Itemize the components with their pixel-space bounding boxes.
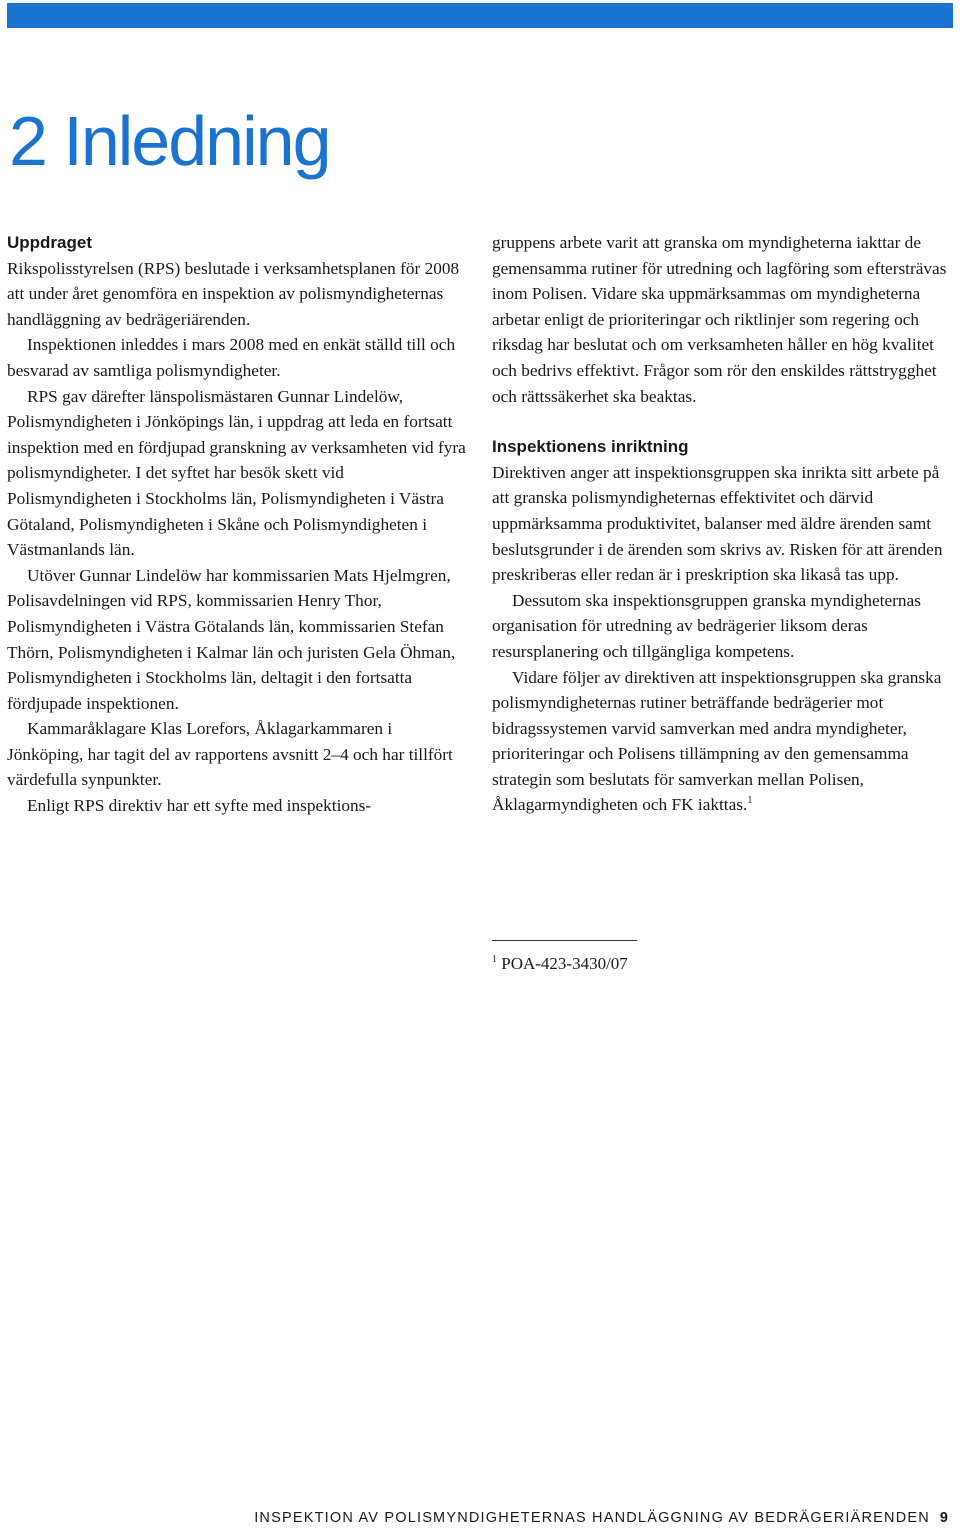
paragraph-text: Vidare följer av direktiven att inspektionsgruppen ska granska polismyndigheternas rutiner beträffande bedrägerier mot bidragssystemen varvid samverkan med andra myndigheter, prioriteringar och Polisens tillämpning av den gemensamma strategin som beslutats för samverkan mellan Polisen, Åklagarmyndigheten och FK iakttas.	[492, 667, 942, 815]
footnote-marker: 1	[492, 954, 497, 965]
section-heading-inriktning: Inspektionens inriktning	[492, 437, 689, 457]
paragraph: Direktiven anger att inspektionsgruppen ska inrikta sitt arbete på att granska polismyndigheternas effektivitet och därvid uppmärksamma produktivitet, balanser med äldre ärenden samt beslutsgrunder i de ärenden som skrivs av. Risken för att ärenden preskriberas eller redan är i preskription ska likaså tas upp.	[492, 462, 943, 585]
section-heading-uppdraget: Uppdraget	[7, 233, 92, 252]
paragraph: Kammaråklagare Klas Lorefors, Åklagarkammaren i Jönköping, har tagit del av rapportens avsnitt 2–4 och har tillfört värdefulla synpunkter.	[7, 719, 453, 790]
paragraph: Inspektionen inleddes i mars 2008 med en enkät ställd till och besvarad av samtliga polismyndigheter.	[7, 335, 456, 380]
right-column	[492, 230, 947, 818]
left-column	[7, 230, 467, 819]
paragraph: Utöver Gunnar Lindelöw har kommissarien Mats Hjelmgren, Polisavdelningen vid RPS, kommissarien Henry Thor, Polismyndigheten i Västra Götalands län, kommissarien Stefan Thörn, Polismyndigheten i Kalmar län och juristen Gela Öhman, Polismyndigheten i Stockholms län, deltagit i den fortsatta fördjupade inspektionen.	[7, 565, 456, 713]
paragraph: Dessutom ska inspektionsgruppen granska myndigheternas organisation för utredning av bedrägerier liksom deras resursplanering och tillgängliga kompetens.	[492, 590, 921, 661]
paragraph: Rikspolisstyrelsen (RPS) beslutade i verksamhetsplanen för 2008 att under året genomföra en inspektion av polismyndigheternas handläggning av bedrägeriärenden.	[7, 258, 460, 329]
footnote-reference[interactable]: 1	[747, 795, 753, 807]
footnote-separator	[492, 940, 637, 941]
footnote	[492, 952, 628, 976]
paragraph: Enligt RPS direktiv har ett syfte med inspektions-	[27, 796, 372, 816]
paragraph-continuation: gruppens arbete varit att granska om myndigheterna iakttar de gemensamma rutiner för utredning och lagföring som eftersträvas inom Polisen. Vidare ska uppmärksammas om myndigheterna arbetar enligt de prioriteringar och riktlinjer som regering och riksdag har beslutat och om verksamheten håller en hög kvalitet och bedrivs effektivt. Frågor som rör den enskildes rättstrygghet och rättssäkerhet ska beaktas.	[492, 233, 947, 406]
paragraph: RPS gav därefter länspolismästaren Gunnar Lindelöw, Polismyndigheten i Jönköpings län, i uppdrag att leda en fortsatt inspektion med en fördjupad granskning av verksamheten vid fyra polismyndigheter. I det syftet har besök skett vid Polismyndigheten i Stockholms län, Polismyndigheten i Västra Götaland, Polismyndigheten i Skåne och Polismyndigheten i Västmanlands län.	[7, 386, 466, 560]
paragraph	[492, 665, 947, 819]
header-color-bar	[7, 3, 953, 28]
chapter-title: 2 Inledning	[9, 102, 330, 180]
footnote-text: POA-423-3430/07	[501, 954, 628, 973]
running-footer	[254, 1510, 948, 1526]
running-title: INSPEKTION AV POLISMYNDIGHETERNAS HANDLÄGGNING AV BEDRÄGERIÄRENDEN	[254, 1510, 930, 1526]
page-number: 9	[939, 1510, 948, 1526]
